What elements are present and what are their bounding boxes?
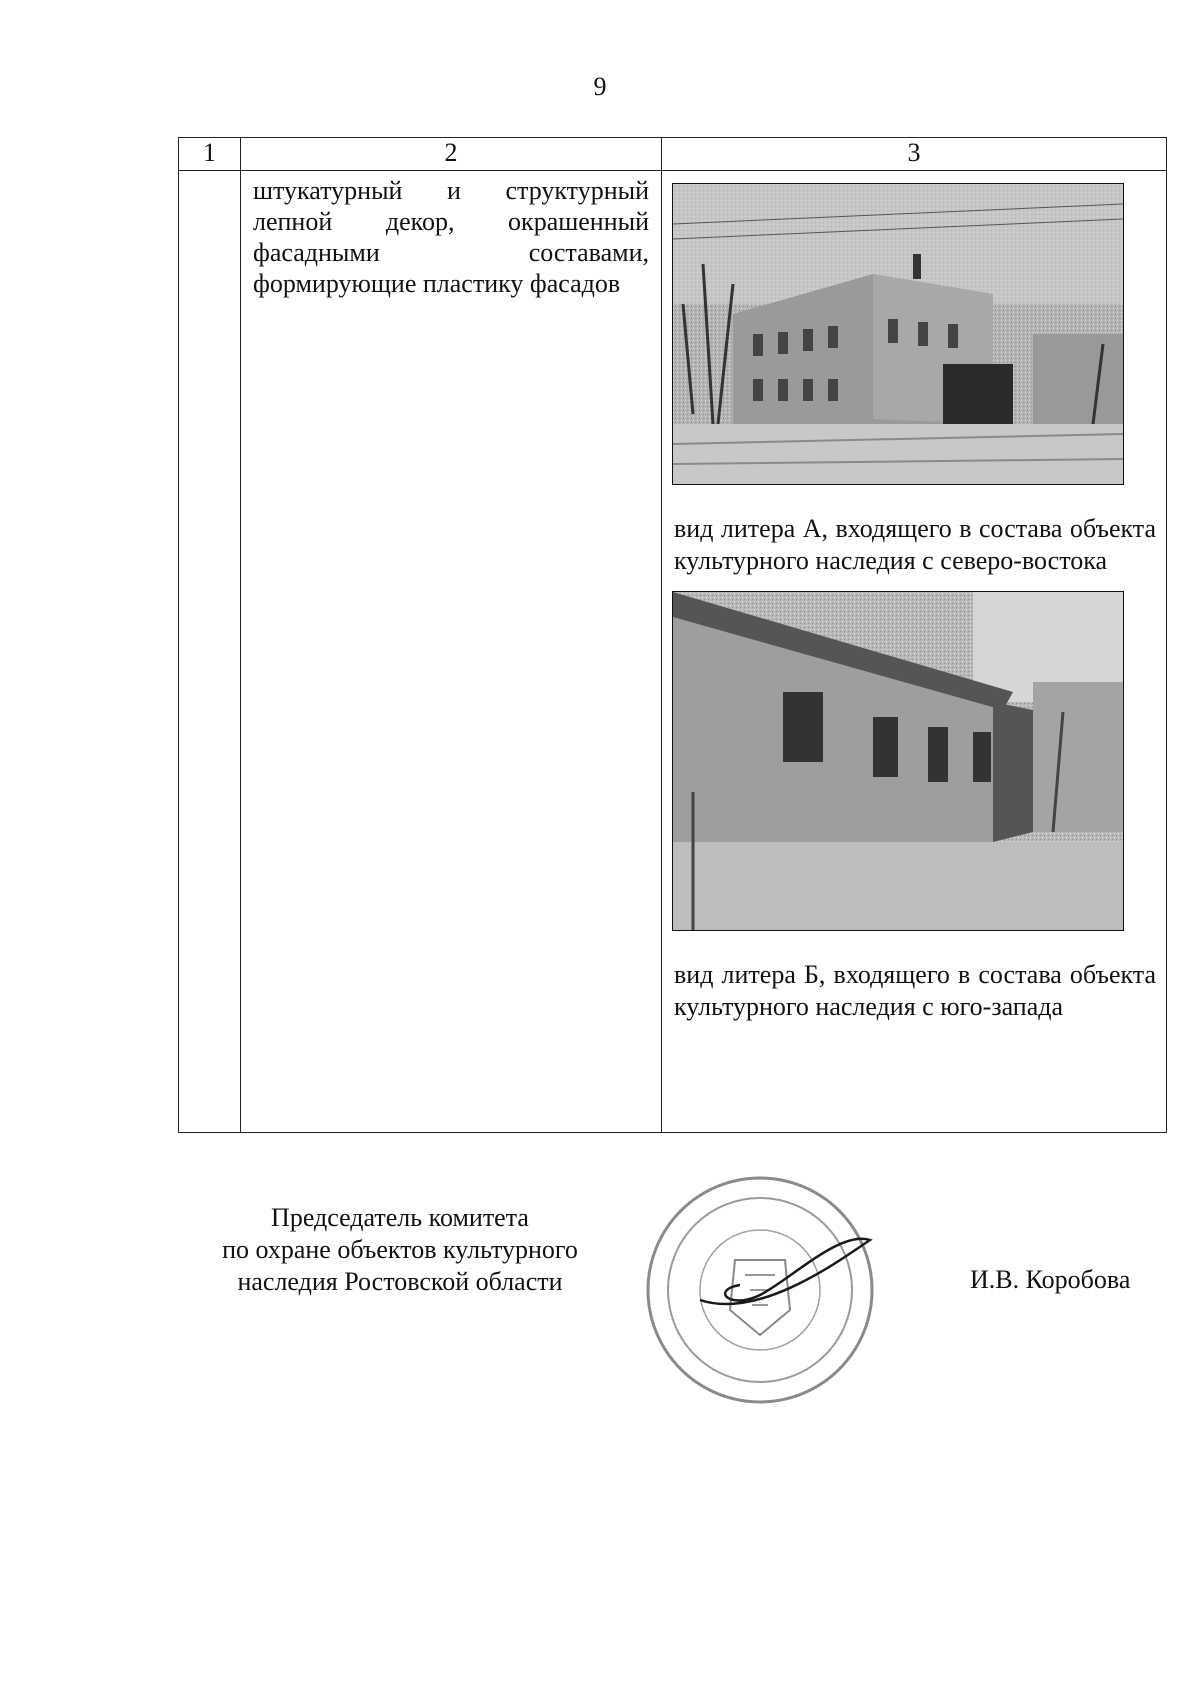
heritage-table <box>178 137 1167 1133</box>
building-photo-litera-a <box>672 183 1124 485</box>
signer-title-line-2: по охране объектов культурного <box>222 1235 578 1264</box>
building-photo-litera-b <box>672 591 1124 931</box>
official-seal-with-signature <box>640 1170 880 1410</box>
cell-col-2 <box>241 171 662 1133</box>
photo-1-caption: вид литера А, входящего в состава объекта культурного наследия с северо-востока <box>674 514 1156 575</box>
header-col-1: 1 <box>179 138 241 171</box>
decor-description: штукатурный и структурный лепной декор, окрашенный фасадными составами, формирующие пластику фасадов <box>253 176 649 298</box>
table-row <box>179 171 1167 1133</box>
signer-name: И.В. Коробова <box>970 1265 1131 1294</box>
table-header-row <box>179 138 1167 171</box>
signer-title-line-1: Председатель комитета <box>271 1203 529 1232</box>
header-col-2: 2 <box>241 138 662 171</box>
header-col-3: 3 <box>662 138 1167 171</box>
page-number: 9 <box>593 72 607 101</box>
signer-title-line-3: наследия Ростовской области <box>237 1267 563 1296</box>
signer-title <box>190 1202 610 1298</box>
cell-col-1 <box>179 171 241 1133</box>
cell-col-3 <box>662 171 1167 1133</box>
photo-2-caption: вид литера Б, входящего в состава объекта культурного наследия с юго-запада <box>674 960 1156 1021</box>
